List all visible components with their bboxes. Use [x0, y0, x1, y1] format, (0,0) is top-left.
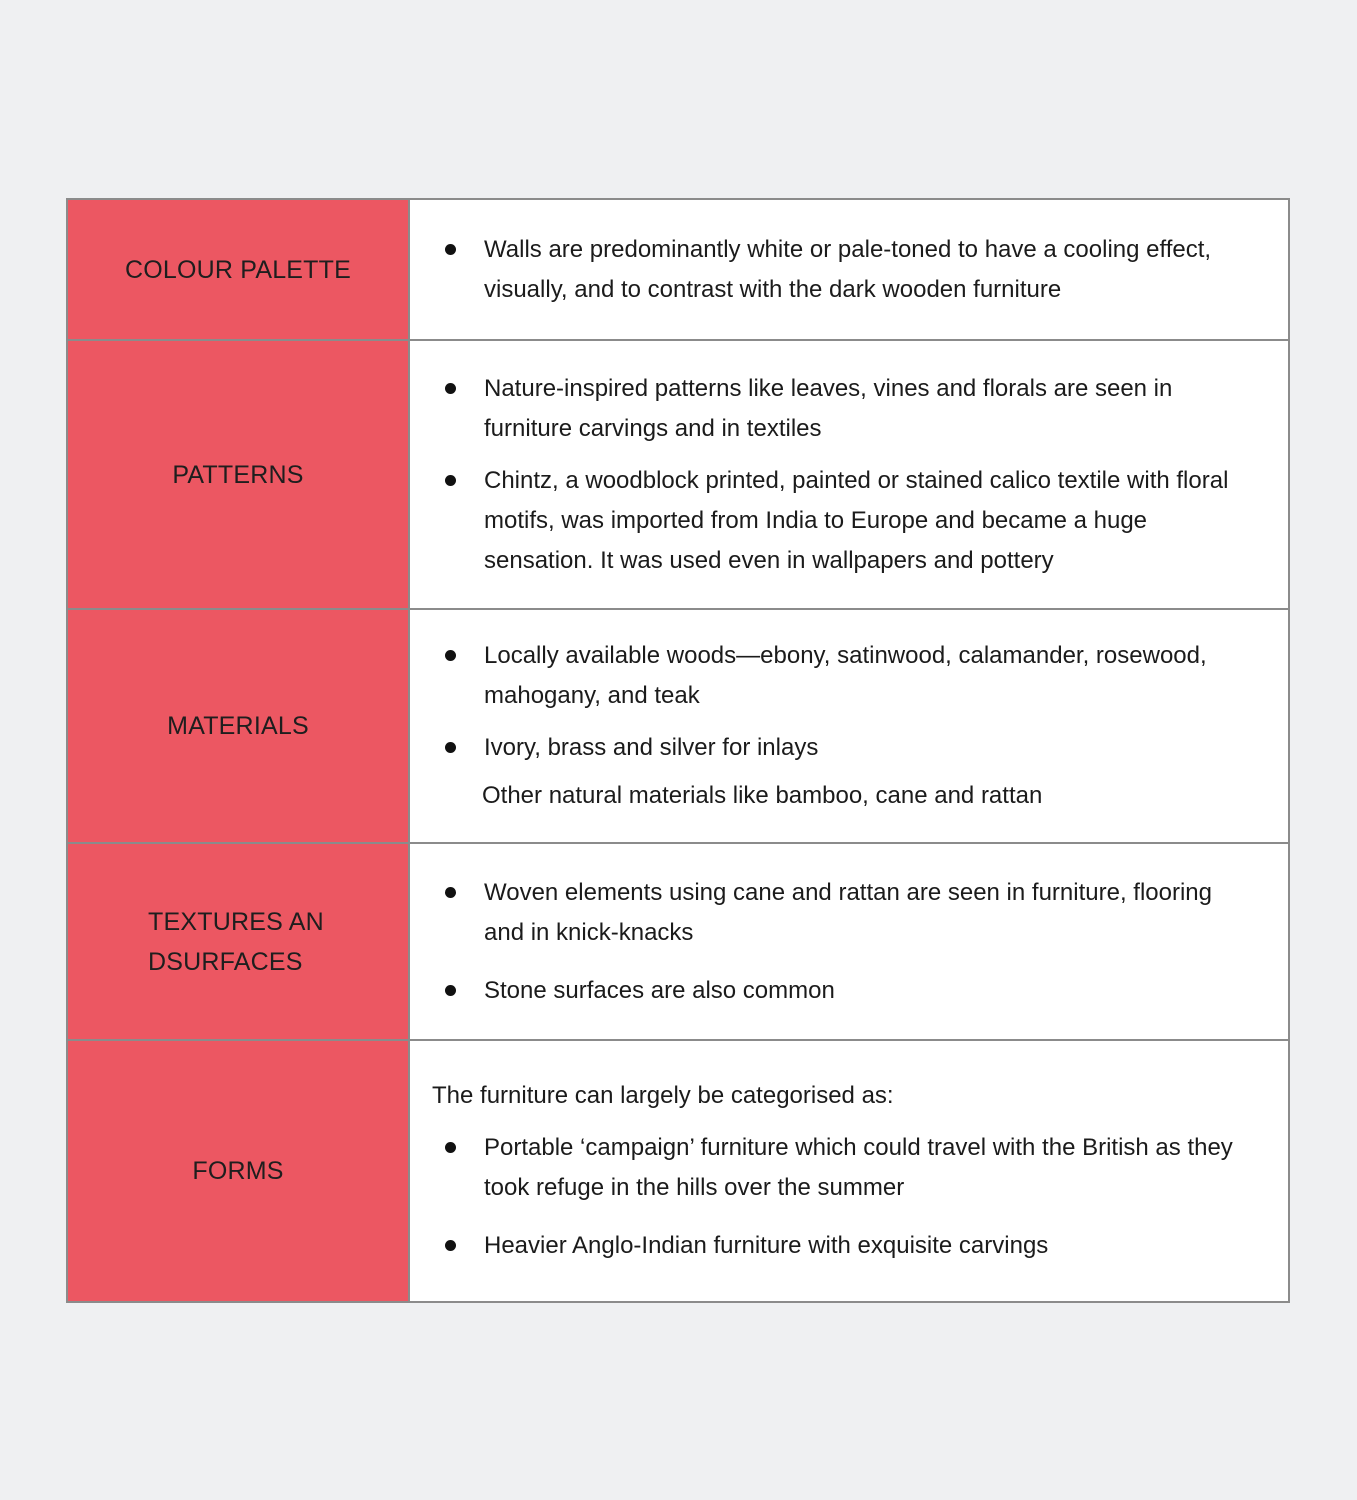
bullet-icon [445, 742, 456, 753]
bullet-icon [445, 1240, 456, 1251]
bullet-icon [445, 244, 456, 255]
bullet-list [432, 369, 1254, 581]
list-item [432, 873, 1254, 953]
list-item-text: Walls are predominantly white or pale-toned to have a cooling effect, visually, and to contrast with the dark wooden furniture [484, 235, 1212, 303]
list-item-text: Heavier Anglo-Indian furniture with exquisite carvings [484, 1232, 1049, 1259]
table-row-patterns [67, 340, 1289, 609]
row-label-cell [67, 340, 409, 609]
row-label-cell [67, 1040, 409, 1302]
list-item [432, 461, 1254, 581]
bullet-list [432, 1128, 1254, 1266]
list-item-text: Locally available woods—ebony, satinwood, calamander, rosewood, mahogany, and teak [484, 642, 1207, 709]
row-content-cell [409, 843, 1289, 1040]
row-label-cell [67, 609, 409, 843]
row-content-cell [409, 340, 1289, 609]
bullet-list [432, 636, 1254, 768]
table-row-forms [67, 1040, 1289, 1302]
bullet-icon [445, 650, 456, 661]
row-label: FORMS [192, 1157, 284, 1185]
row-content-cell [409, 1040, 1289, 1302]
list-item [432, 636, 1254, 716]
bullet-icon [445, 383, 456, 394]
row-label: COLOUR PALETTE [125, 255, 351, 284]
list-item-text: Portable ‘campaign’ furniture which could travel with the British as they took refuge in the hills over the summer [484, 1134, 1233, 1201]
list-item [432, 1226, 1254, 1266]
table-row-materials [67, 609, 1289, 843]
list-item [432, 971, 1254, 1011]
list-item-text: Stone surfaces are also common [484, 976, 835, 1004]
list-item [432, 1128, 1254, 1208]
bullet-icon [445, 1142, 456, 1153]
bullet-list [432, 230, 1254, 310]
list-item-text: Ivory, brass and silver for inlays [484, 734, 819, 761]
list-item-text: Woven elements using cane and rattan are seen in furniture, flooring and in knick-knacks [484, 878, 1212, 946]
list-item [432, 728, 1254, 768]
list-item-text: Chintz, a woodblock printed, painted or stained calico textile with floral motifs, was imported from India to Europe and became a huge sensation. It was used even in wallpapers and pottery [484, 466, 1229, 574]
bullet-icon [445, 887, 456, 898]
list-item [432, 230, 1254, 310]
bullet-icon [445, 475, 456, 486]
table-row-colour-palette [67, 199, 1289, 340]
forms-intro-text: The furniture can largely be categorised as: [432, 1082, 894, 1109]
bullet-list [432, 873, 1254, 1011]
design-elements-table [66, 198, 1290, 1303]
materials-extra-line: Other natural materials like bamboo, cane and rattan [482, 782, 1043, 809]
row-content-cell [409, 609, 1289, 843]
list-item [432, 369, 1254, 449]
row-label: PATTERNS [172, 460, 304, 489]
row-label: MATERIALS [167, 712, 309, 740]
table-row-textures [67, 843, 1289, 1040]
row-content-cell [409, 199, 1289, 340]
row-label: TEXTURES AN DSURFACES [148, 907, 324, 976]
row-label-cell [67, 843, 409, 1040]
bullet-icon [445, 985, 456, 996]
list-item-text: Nature-inspired patterns like leaves, vines and florals are seen in furniture carvings and in textiles [484, 374, 1173, 442]
row-label-cell [67, 199, 409, 340]
